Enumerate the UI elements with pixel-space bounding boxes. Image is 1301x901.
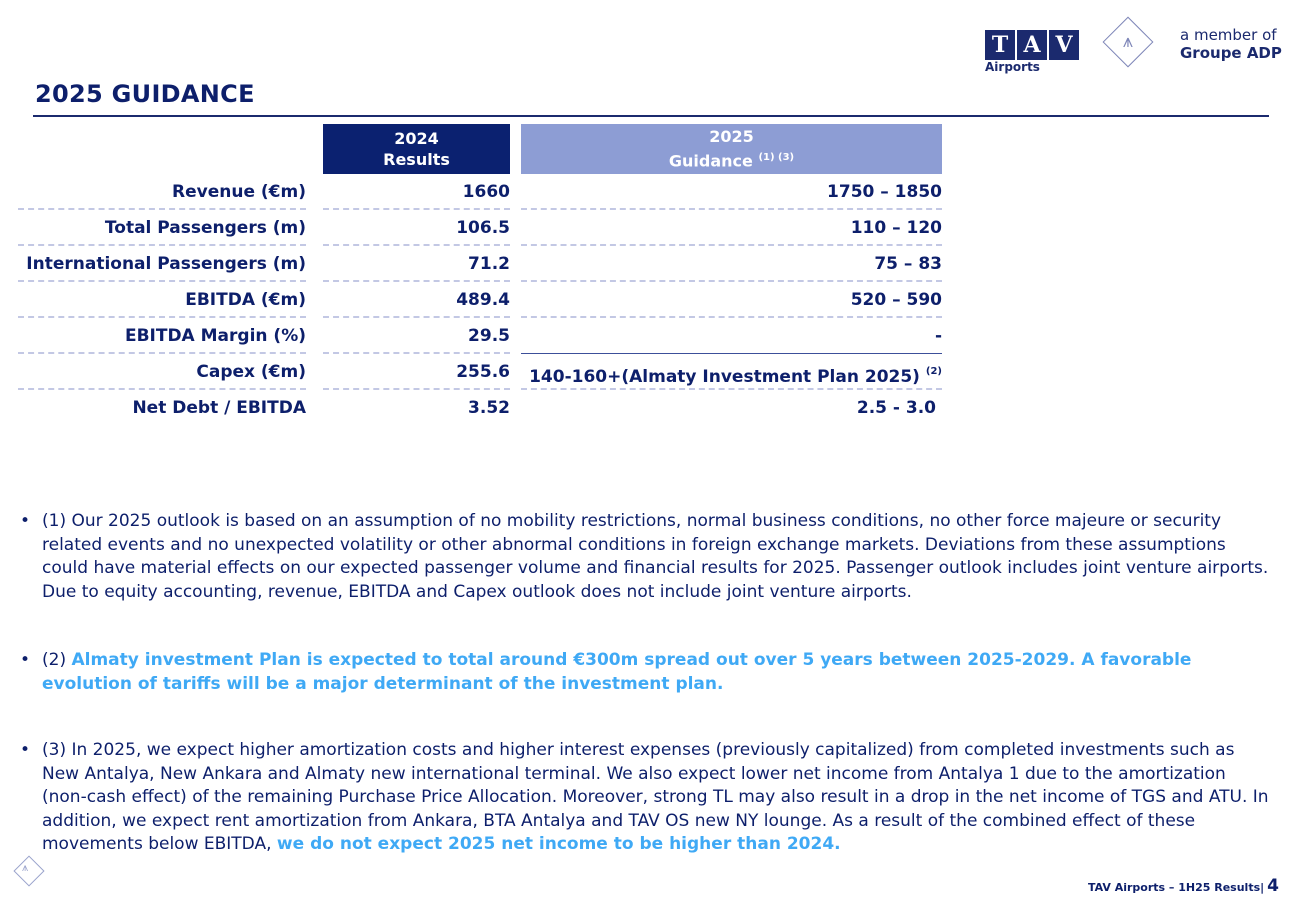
- footnote-3: [20, 739, 1270, 857]
- value-2025: 110 – 120: [850, 218, 942, 238]
- value-2025: 2.5 - 3.0: [856, 398, 936, 418]
- table-row-international-passengers: [0, 246, 960, 282]
- column-header-2025-year: 2025: [709, 127, 754, 147]
- row-label: Capex (€m): [196, 362, 306, 382]
- footer: [1088, 876, 1279, 896]
- tav-logo: [985, 30, 1079, 60]
- value-2025: 520 – 590: [850, 290, 942, 310]
- value-2025: 75 – 83: [874, 254, 942, 274]
- footnote-1: [20, 510, 1270, 604]
- footnote-3-highlight: we do not expect 2025 net income to be higher than 2024.: [276, 834, 841, 854]
- table-row-ebitda-margin: [0, 318, 960, 354]
- footnote-2: [20, 649, 1270, 696]
- member-line-2: Groupe ADP: [1180, 44, 1282, 62]
- page-number: 4: [1267, 876, 1279, 896]
- bullet-icon: •: [20, 740, 31, 760]
- footnote-3-text: (3) In 2025, we expect higher amortization costs and higher interest expenses (previously capitalized) from completed investments such as New Antalya, New Ankara and Almaty new international terminal. We also expect lower net income from Antalya 1 due to the amortization (non-cash effect) of the remaining Purchase Price Allocation. Moreover, strong TL may also result in a drop in the net income of TGS and ATU. In addition, we expect rent amortization from Ankara, BTA Antalya and TAV OS new NY lounge. As a result of the combined effect of these movements below EBITDA,: [42, 740, 1269, 854]
- tav-logo-letter-a: A: [1017, 30, 1047, 60]
- value-2024: 255.6: [456, 362, 510, 382]
- page-title: 2025 GUIDANCE: [35, 80, 255, 108]
- value-2024: 106.5: [456, 218, 510, 238]
- footer-label: TAV Airports – 1H25 Results: [1087, 881, 1261, 894]
- value-2024: 3.52: [468, 398, 510, 418]
- bullet-icon: •: [20, 650, 31, 670]
- table-row-revenue: [0, 174, 960, 210]
- tav-logo-subtitle: Airports: [985, 60, 1040, 74]
- table-row-capex: [0, 354, 960, 390]
- row-label: Net Debt / EBITDA: [132, 398, 306, 418]
- adp-tower-icon: ⩚: [1122, 31, 1134, 52]
- column-header-2025-label-wrap: [521, 147, 942, 171]
- footer-adp-diamond-icon: [13, 855, 44, 886]
- footer-separator: |: [1260, 881, 1265, 894]
- value-2025: 1750 – 1850: [827, 182, 942, 202]
- footnote-2-prefix: (2): [42, 650, 72, 670]
- table-row-net-debt-ebitda: [0, 390, 960, 426]
- value-2024: 489.4: [456, 290, 510, 310]
- bullet-icon: •: [20, 511, 31, 531]
- tav-logo-letter-t: T: [985, 30, 1015, 60]
- value-2024: 1660: [462, 182, 510, 202]
- footnote-2-highlight: Almaty investment Plan is expected to total around €300m spread out over 5 years between 2025-2029. A favorable evolution of tariffs will be a major determinant of the investment plan.: [42, 650, 1192, 694]
- column-header-2025-label: Guidance: [668, 151, 753, 171]
- table-row-ebitda: [0, 282, 960, 318]
- value-2024: 71.2: [468, 254, 510, 274]
- footnote-1-text: (1) Our 2025 outlook is based on an assumption of no mobility restrictions, normal business conditions, no other force majeure or security related events and no unexpected volatility or other abnormal conditions in foreign exchange markets. Deviations from these assumptions could have material effects on our expected passenger volume and financial results for 2025. Passenger outlook includes joint venture airports. Due to equity accounting, revenue, EBITDA and Capex outlook does not include joint venture airports.: [42, 511, 1269, 602]
- column-header-2025-guidance: [521, 124, 942, 174]
- tav-logo-letter-v: V: [1049, 30, 1079, 60]
- title-divider: [33, 115, 1269, 117]
- column-header-2024-results: [323, 124, 510, 174]
- member-line-1: a member of: [1180, 26, 1277, 44]
- brand-logo-area: [985, 18, 1295, 78]
- row-label: Revenue (€m): [172, 182, 306, 202]
- row-label: International Passengers (m): [26, 254, 306, 274]
- column-header-2024-label: Results: [383, 150, 450, 169]
- row-label: Total Passengers (m): [104, 218, 306, 238]
- table-row-total-passengers: [0, 210, 960, 246]
- row-label: EBITDA Margin (%): [124, 326, 306, 346]
- value-2025-text: 140-160+(Almaty Investment Plan 2025): [529, 367, 920, 387]
- column-header-2025-footnote-ref: (1) (3): [758, 152, 795, 164]
- footer-adp-tower-icon: ⩚: [22, 861, 29, 874]
- groupe-adp-membership: [1180, 26, 1282, 62]
- row-label: EBITDA (€m): [185, 290, 306, 310]
- column-header-2024-year: 2024: [394, 129, 439, 148]
- value-2024: 29.5: [468, 326, 510, 346]
- value-2025: -: [934, 326, 942, 346]
- value-2025: [521, 354, 942, 390]
- footnote-ref-2: (2): [925, 366, 942, 377]
